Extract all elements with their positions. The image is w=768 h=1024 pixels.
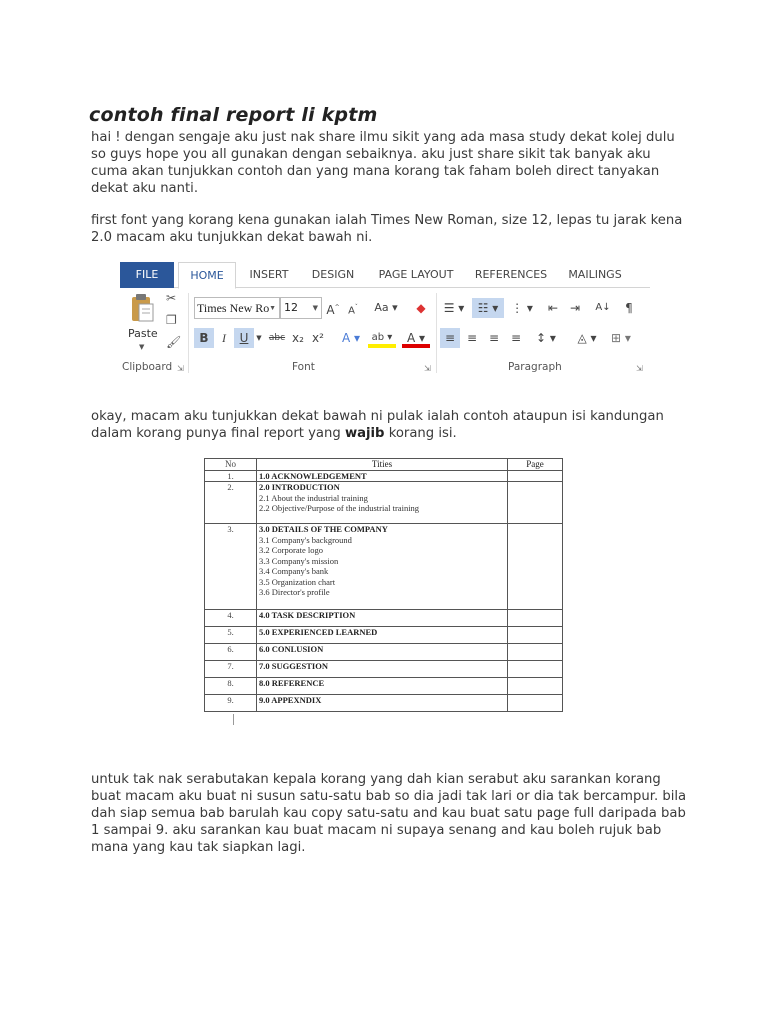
shrink-font-icon: $A^ˇ$ (348, 304, 358, 317)
group-label-clipboard: Clipboard (122, 361, 173, 373)
subscript-button: x₂ (292, 331, 304, 345)
cut-icon: ✂ (166, 291, 177, 305)
strikethrough-button: abc (268, 333, 286, 343)
align-right-icon: ≡ (488, 331, 500, 345)
italic-button: I (222, 331, 226, 345)
font-instruction-paragraph: first font yang korang kena gunakan ialah Times New Roman, size 12, lepas tu jarak kena 2.0 macam aku tunjukkan dekat bawah ni. (91, 213, 683, 245)
clipboard-launcher-icon: ⇲ (177, 364, 184, 373)
line-spacing-icon: ↕ ▾ (536, 331, 556, 345)
text-effects-icon: A ▾ (341, 331, 361, 345)
word-ribbon-image (120, 258, 650, 380)
grow-font-icon: A^ (326, 303, 340, 317)
align-left-icon: ≡ (440, 328, 460, 348)
underline-button: U (234, 328, 254, 348)
table-row: 3. 3.0 DETAILS OF THE COMPANY 3.1 Company's background 3.2 Corporate logo 3.3 Company's mission 3.4 Company's bank 3.5 Organization chart 3.6 Director's profile (205, 524, 563, 610)
sort-icon: A↓ (595, 302, 611, 313)
table-row: 5. 5.0 EXPERIENCED LEARNED (205, 627, 563, 644)
toc-header-titles: Tities (257, 459, 508, 471)
table-row: 2. 2.0 INTRODUCTION 2.1 About the industrial training 2.2 Objective/Purpose of the industrial training (205, 482, 563, 524)
tab-insert: INSERT (249, 268, 289, 281)
paste-label: Paste (128, 327, 158, 340)
tab-design: DESIGN (311, 268, 355, 281)
chevron-down-icon: ▼ (269, 304, 276, 312)
table-row: 6. 6.0 CONLUSION (205, 644, 563, 661)
font-name-box: Times New Ro ▼ (194, 297, 280, 319)
emphasis-wajib: wajib (344, 426, 385, 441)
bullets-icon: ☰ ▾ (443, 301, 465, 315)
change-case-icon: Aa ▾ (374, 301, 398, 314)
pilcrow-icon: ¶ (625, 301, 633, 315)
copy-icon: ❐ (166, 313, 177, 327)
bold-button: B (194, 328, 214, 348)
font-launcher-icon: ⇲ (424, 364, 431, 373)
superscript-button: x² (312, 331, 324, 345)
tab-references: REFERENCES (474, 268, 548, 281)
format-painter-icon: 🖌 (166, 335, 182, 349)
contents-paragraph: okay, macam aku tunjukkan dekat bawah ni pulak ialah contoh ataupun isi kandungan dalam korang punya final report yang wajib korang isi. (91, 409, 664, 441)
tab-file: FILE (120, 262, 174, 288)
ribbon-tabs (120, 262, 650, 288)
toc-header-page: Page (508, 459, 563, 471)
group-divider (188, 293, 189, 373)
group-divider (436, 293, 437, 373)
paste-dropdown-icon: ▼ (139, 343, 145, 351)
closing-paragraph: untuk tak nak serabutakan kepala korang yang dah kian serabut aku sarankan korang buat macam aku buat ni susun satu-satu bab so dia jadi tak lari or dia tak bercampur. bila dah siap semua bab barulah kau copy satu-satu and kau buat satu page full daripada bab 1 sampai 9. aku sarankan kau buat macam ni supaya senang and kau boleh rujuk bab mana yang kau tak siapkan lagi. (91, 772, 687, 855)
intro-paragraph: hai ! dengan sengaje aku just nak share ilmu sikit yang ada masa study dekat kolej dulu so guys hope you all gunakan dengan sebaiknya. aku just share sikit tak banyak aku cuma akan tunjukkan contoh dan yang mana korang tak faham boleh direct tanyakan dekat aku nanti. (91, 130, 675, 196)
align-center-icon: ≡ (466, 331, 478, 345)
table-row: 7. 7.0 SUGGESTION (205, 661, 563, 678)
post-title: contoh final report li kptm (89, 104, 378, 126)
table-row: 8. 8.0 REFERENCE (205, 678, 563, 695)
clipboard-icon (130, 293, 156, 323)
numbering-icon: ☷ ▾ (472, 298, 504, 318)
clear-format-icon: ◆ (416, 301, 426, 315)
shading-icon: ◬ ▾ (577, 331, 597, 345)
group-label-font: Font (292, 361, 315, 373)
borders-icon: ⊞ ▾ (611, 331, 631, 345)
table-row: 4. 4.0 TASK DESCRIPTION (205, 610, 563, 627)
table-row: 9. 9.0 APPEXNDIX (205, 695, 563, 712)
font-size-box: 12 ▼ (280, 297, 322, 319)
text-cursor (233, 714, 234, 725)
paragraph-launcher-icon: ⇲ (636, 364, 643, 373)
font-color-icon: A ▾ (402, 328, 430, 348)
toc-table (204, 458, 563, 712)
table-row: 1. 1.0 ACKNOWLEDGEMENT (205, 470, 563, 482)
group-label-paragraph: Paragraph (508, 361, 562, 373)
decrease-indent-icon: ⇤ (547, 301, 559, 315)
tab-home: HOME (178, 262, 236, 289)
increase-indent-icon: ⇥ (569, 301, 581, 315)
table-of-contents-image (204, 458, 564, 714)
justify-icon: ≡ (510, 331, 522, 345)
toc-header-no: No (205, 459, 257, 471)
tab-mailings: MAILINGS (568, 268, 622, 281)
tab-page-layout: PAGE LAYOUT (378, 268, 454, 281)
chevron-down-icon: ▼ (312, 304, 318, 312)
multilevel-list-icon: ⋮ ▾ (511, 301, 533, 315)
highlight-icon: ab ▾ (368, 328, 396, 348)
chevron-down-icon: ▼ (256, 334, 262, 342)
